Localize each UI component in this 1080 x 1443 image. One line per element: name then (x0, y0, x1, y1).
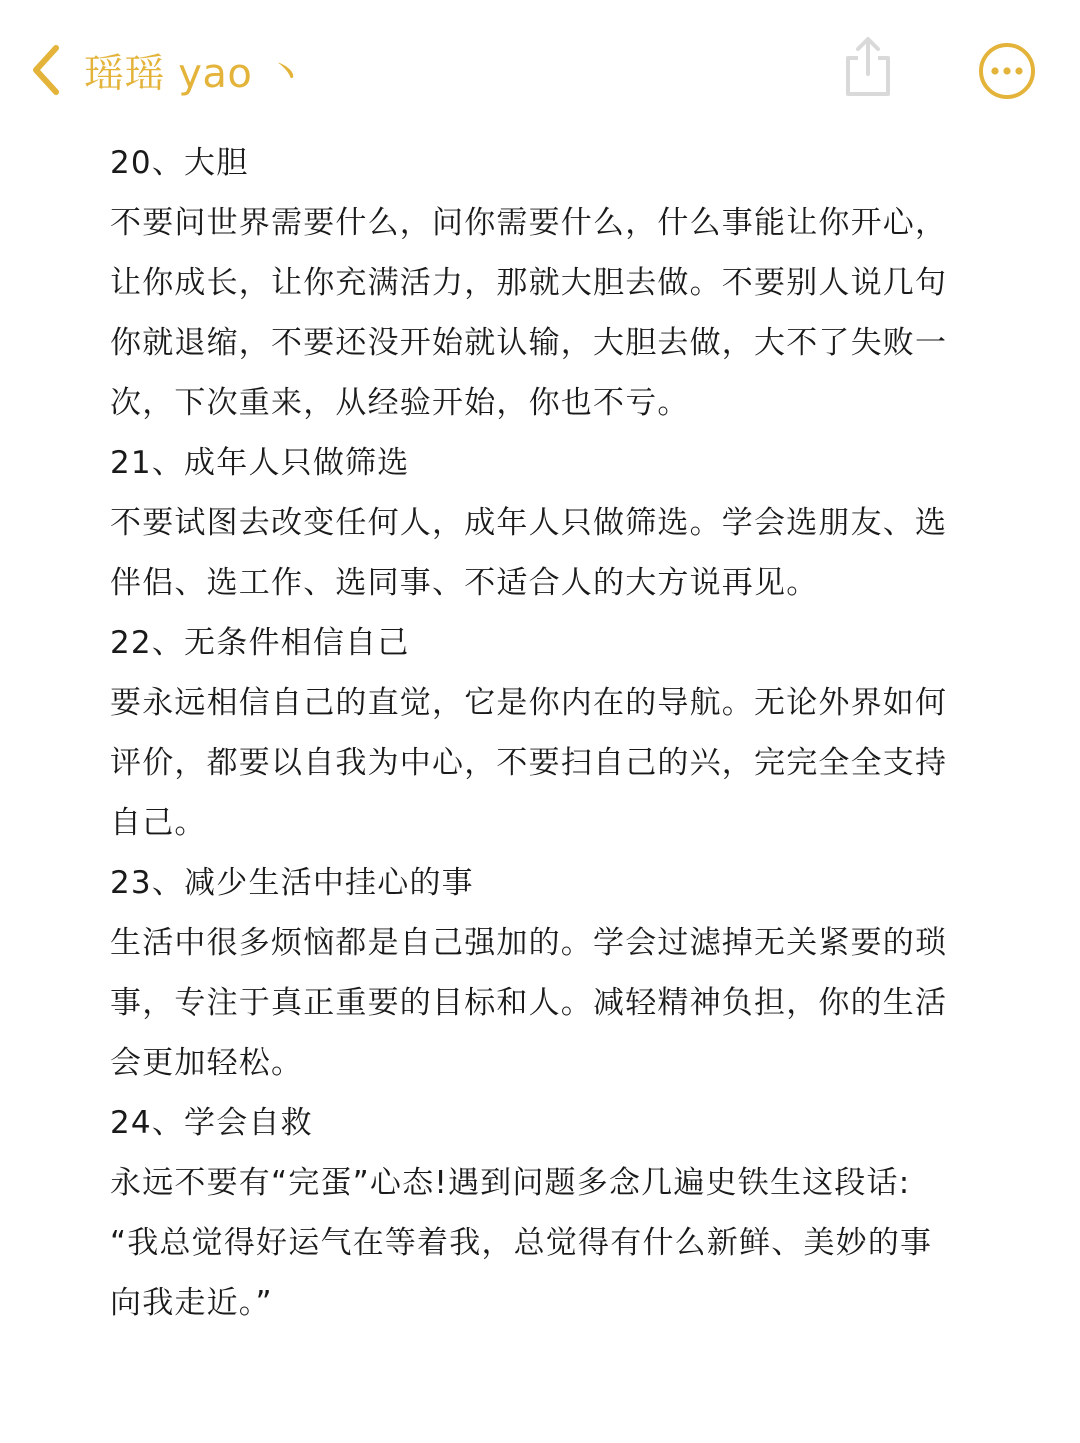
note-text-line: 永远不要有“完蛋”心态!遇到问题多念几遍史铁生这段话: (110, 1165, 911, 1201)
note-text-line: “我总觉得好运气在等着我，总觉得有什么新鲜、美妙的事 (110, 1225, 933, 1261)
note-text-line: 让你成长，让你充满活力，那就大胆去做。不要别人说几句 (110, 265, 948, 301)
note-text-line: 伴侣、选工作、选同事、不适合人的大方说再见。 (110, 565, 819, 601)
note-text-line: 次，下次重来，从经验开始，你也不亏。 (110, 385, 690, 421)
note-text-line: 不要问世界需要什么，问你需要什么，什么事能让你开心， (110, 205, 948, 241)
note-text-line: 评价，都要以自我为中心，不要扫自己的兴，完完全全支持 (110, 745, 948, 781)
section-heading-24: 24、学会自救 (110, 1105, 313, 1141)
note-body (110, 133, 976, 1333)
note-text-line: 生活中很多烦恼都是自己强加的。学会过滤掉无关紧要的琐 (110, 925, 948, 961)
back-button[interactable] (28, 38, 306, 102)
note-text-line: 要永远相信自己的直觉，它是你内在的导航。无论外界如何 (110, 685, 948, 721)
note-text-line: 你就退缩，不要还没开始就认输，大胆去做，大不了失败一 (110, 325, 948, 361)
note-text-line: 不要试图去改变任何人，成年人只做筛选。学会选朋友、选 (110, 505, 948, 541)
share-icon[interactable] (838, 34, 898, 100)
note-text-line: 事，专注于真正重要的目标和人。减轻精神负担，你的生活 (110, 985, 948, 1021)
note-text-line: 自己。 (110, 805, 207, 841)
back-label: 瑶瑶 yao 丶 (84, 50, 307, 97)
section-heading-21: 21、成年人只做筛选 (110, 445, 410, 481)
section-heading-23: 23、减少生活中挂心的事 (110, 865, 474, 901)
note-text-line: 会更加轻松。 (110, 1045, 304, 1081)
more-icon[interactable] (978, 42, 1036, 100)
section-heading-22: 22、无条件相信自己 (110, 625, 410, 661)
chevron-left-icon (28, 40, 68, 100)
section-heading-20: 20、大胆 (110, 145, 249, 181)
note-text-line: 向我走近。” (110, 1285, 273, 1321)
navigation-bar (0, 0, 1080, 140)
